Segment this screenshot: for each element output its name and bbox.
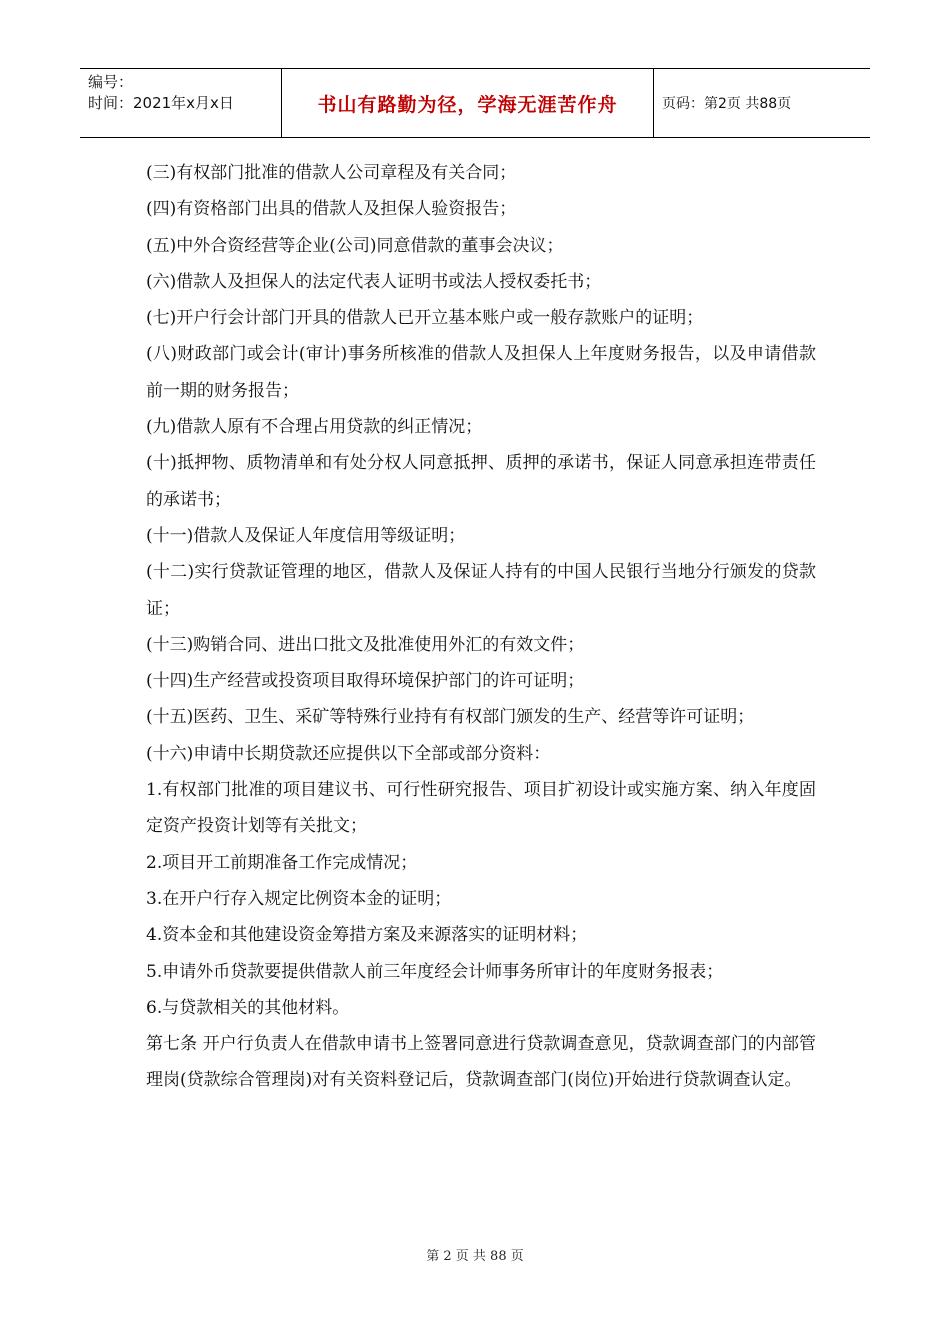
paragraph: (四)有资格部门出具的借款人及担保人验资报告； bbox=[146, 199, 517, 220]
header-motto-cell bbox=[282, 69, 654, 137]
paragraph: (五)中外合资经营等企业(公司)同意借款的董事会决议； bbox=[146, 235, 564, 256]
document-number-label: 编号： bbox=[88, 73, 134, 91]
paragraph: (九)借款人原有不合理占用贷款的纠正情况； bbox=[146, 417, 483, 438]
paragraph: (十三)购销合同、进出口批文及批准使用外汇的有效文件； bbox=[146, 634, 585, 655]
header-motto: 书山有路勤为径，学海无涯苦作舟 bbox=[317, 93, 618, 116]
paragraph: 2.项目开工前期准备工作完成情况； bbox=[146, 852, 418, 873]
page-header bbox=[80, 68, 870, 138]
header-left-cell bbox=[80, 69, 282, 137]
paragraph: 5.申请外币贷款要提供借款人前三年度经会计师事务所审计的年度财务报表； bbox=[146, 961, 724, 982]
paragraph: (六)借款人及担保人的法定代表人证明书或法人授权委托书； bbox=[146, 271, 602, 292]
paragraph: 3.在开户行存入规定比例资本金的证明； bbox=[146, 888, 452, 909]
footer-page-number: 第 2 页 共 88 页 bbox=[426, 1249, 524, 1264]
paragraph: 第七条 开户行负责人在借款申请书上签署同意进行贷款调查意见，贷款调查部门的内部管理岗(贷款综合管理岗)对有关资料登记后，贷款调查部门(岗位)开始进行贷款调查认定。 bbox=[146, 1034, 816, 1091]
paragraph: (十五)医药、卫生、采矿等特殊行业持有有权部门颁发的生产、经营等许可证明； bbox=[146, 707, 755, 728]
page-footer bbox=[0, 1245, 950, 1264]
document-date: 时间：2021年x月x日 bbox=[88, 94, 234, 112]
document-body bbox=[146, 155, 816, 1099]
paragraph: 1.有权部门批准的项目建议书、可行性研究报告、项目扩初设计或实施方案、纳入年度固定资产投资计划等有关批文； bbox=[146, 780, 816, 837]
header-page-cell bbox=[654, 69, 870, 137]
paragraph: (十二)实行贷款证管理的地区，借款人及保证人持有的中国人民银行当地分行颁发的贷款证； bbox=[146, 562, 816, 619]
header-page-info: 页码：第2页 共88页 bbox=[662, 96, 792, 112]
paragraph: 6.与贷款相关的其他材料。 bbox=[146, 997, 350, 1018]
paragraph: (十六)申请中长期贷款还应提供以下全部或部分资料： bbox=[146, 743, 551, 764]
paragraph: (十)抵押物、质物清单和有处分权人同意抵押、质押的承诺书，保证人同意承担连带责任的承诺书； bbox=[146, 453, 816, 510]
paragraph: (七)开户行会计部门开具的借款人已开立基本账户或一般存款账户的证明； bbox=[146, 308, 704, 329]
paragraph: 4.资本金和其他建设资金筹措方案及来源落实的证明材料； bbox=[146, 925, 588, 946]
paragraph: (八)财政部门或会计(审计)事务所核准的借款人及担保人上年度财务报告，以及申请借款前一期的财务报告； bbox=[146, 344, 816, 401]
paragraph: (三)有权部门批准的借款人公司章程及有关合同； bbox=[146, 163, 517, 183]
paragraph: (十一)借款人及保证人年度信用等级证明； bbox=[146, 525, 466, 546]
paragraph: (十四)生产经营或投资项目取得环境保护部门的许可证明； bbox=[146, 671, 585, 692]
